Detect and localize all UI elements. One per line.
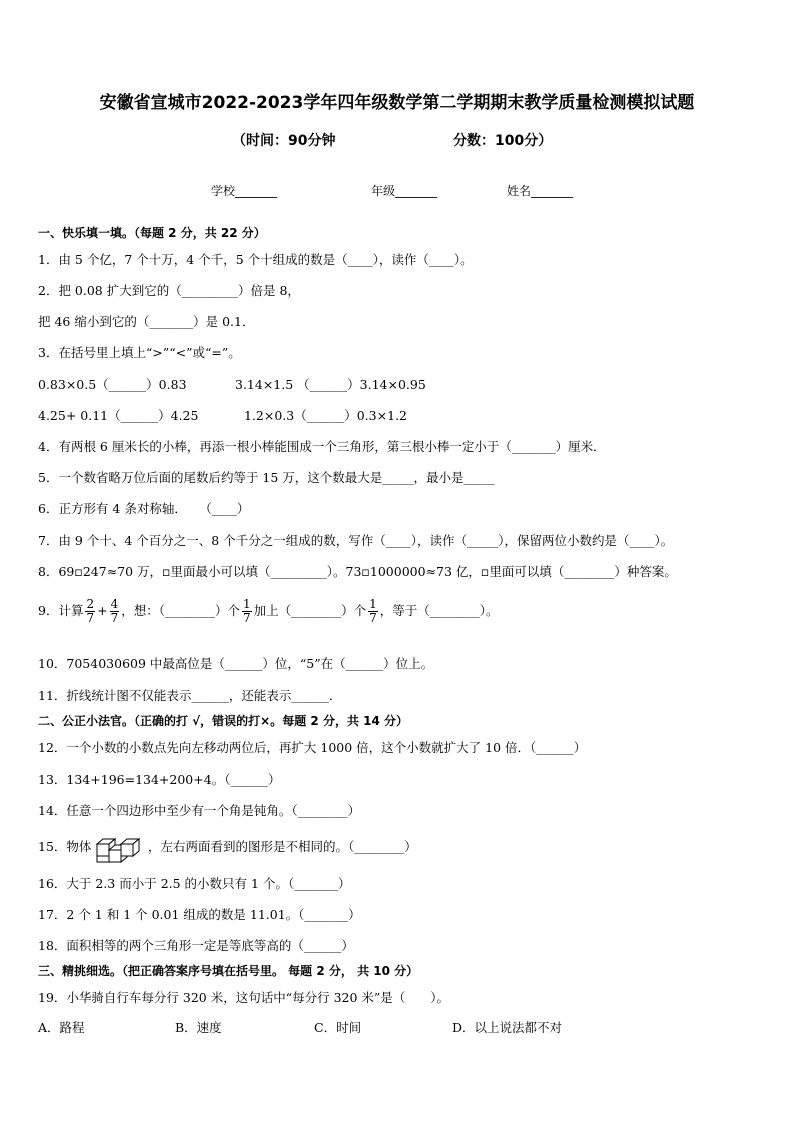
exam-time: （时间：90分钟 [232, 133, 336, 149]
question-19: 19．小华骑自行车每分行 320 米，这句话中“每分行 320 米”是（ ）。 [38, 990, 450, 1005]
option-d: D．以上说法都不对 [452, 1020, 563, 1035]
question-5: 5．一个数省略万位后面的尾数后约等于 15 万，这个数最大是_____，最小是_____ [38, 470, 495, 485]
question-9 [38, 598, 499, 625]
question-3-item-4: 1.2×0.3（______）0.3×1.2 [244, 408, 407, 423]
question-3-item-2: 3.14×1.5 （______）3.14×0.95 [235, 377, 426, 392]
question-3-item-1: 0.83×0.5（______）0.83 [38, 377, 187, 392]
question-3-item-3: 4.25+ 0.11（______）4.25 [38, 408, 199, 423]
question-15b: ，左右两面看到的图形是不相同的。（________） [148, 839, 417, 854]
q9-text-3: 加上（________）个 [253, 603, 367, 618]
question-17: 17．2 个 1 和 1 个 0.01 组成的数是 11.01。（_______） [38, 907, 361, 922]
question-13: 13．134+196=134+200+4。（______） [38, 772, 281, 787]
grade-field: 年级_______ [371, 184, 438, 198]
fraction-1-7-b: $\frac{1}{7}$ [369, 597, 377, 625]
fraction-2-7: $\frac{2}{7}$ [86, 597, 95, 625]
exam-score: 分数：100分） [453, 133, 553, 149]
cube-object-icon [93, 836, 149, 864]
question-16: 16．大于 2.3 而小于 2.5 的小数只有 1 个。（_______） [38, 876, 351, 891]
question-1: 1．由 5 个亿，7 个十万，4 个千，5 个十组成的数是（____），读作（____）。 [38, 252, 473, 267]
section-1-heading: 一、快乐填一填。（每题 2 分，共 22 分） [38, 226, 266, 240]
question-3: 3．在括号里上填上“>”“<”或“=”。 [38, 345, 241, 360]
question-2b: 把 46 缩小到它的（_______）是 0.1． [38, 314, 255, 329]
question-4: 4．有两根 6 厘米长的小棒，再添一根小棒能围成一个三角形，第三根小棒一定小于（_______）厘米． [38, 439, 606, 454]
question-12: 12．一个小数的小数点先向左移动两位后，再扩大 1000 倍，这个小数就扩大了 10 倍．（______） [38, 740, 587, 755]
fraction-1-7-a: $\frac{1}{7}$ [242, 597, 251, 625]
question-8: 8．69▫247≈70 万，▫里面最小可以填（_________）。73▫1000000≈73 亿，▫里面可以填（________）种答案。 [38, 564, 677, 579]
question-15a: 15．物体 [38, 839, 92, 854]
question-14: 14．任意一个四边形中至少有一个角是钝角。（________） [38, 803, 361, 818]
section-2-heading: 二、公正小法官。（正确的打 √，错误的打×。每题 2 分，共 14 分） [38, 714, 408, 728]
page-title: 安徽省宣城市2022-2023学年四年级数学第二学期期末教学质量检测模拟试题 [99, 93, 695, 113]
q9-text-2: ，想：（________）个 [121, 603, 240, 618]
question-6: 6．正方形有 4 条对称轴． （____） [38, 501, 250, 516]
section-3-heading: 三、精挑细选。（把正确答案序号填在括号里。 每题 2 分， 共 10 分） [38, 964, 419, 978]
q9-text-1: 9．计算 [38, 603, 84, 618]
school-field: 学校_______ [211, 184, 278, 198]
option-b: B．速度 [175, 1020, 222, 1035]
question-10: 10．7054030609 中最高位是（______）位，“5”在（______）位上。 [38, 656, 434, 671]
question-18: 18．面积相等的两个三角形一定是等底等高的（______） [38, 938, 354, 953]
name-field: 姓名_______ [507, 184, 574, 198]
question-2a: 2．把 0.08 扩大到它的（_________）倍是 8， [38, 283, 300, 298]
question-11: 11．折线统计图不仅能表示______，还能表示______． [38, 688, 342, 703]
q9-text-4: ，等于（________）。 [379, 603, 499, 618]
question-7: 7．由 9 个十、4 个百分之一、8 个千分之一组成的数，写作（____），读作（_____），保留两位小数约是（____）。 [38, 533, 674, 548]
plus-sign: + [97, 603, 108, 618]
option-a: A．路程 [38, 1020, 85, 1035]
fraction-4-7: $\frac{4}{7}$ [110, 597, 119, 625]
option-c: C．时间 [314, 1020, 362, 1035]
